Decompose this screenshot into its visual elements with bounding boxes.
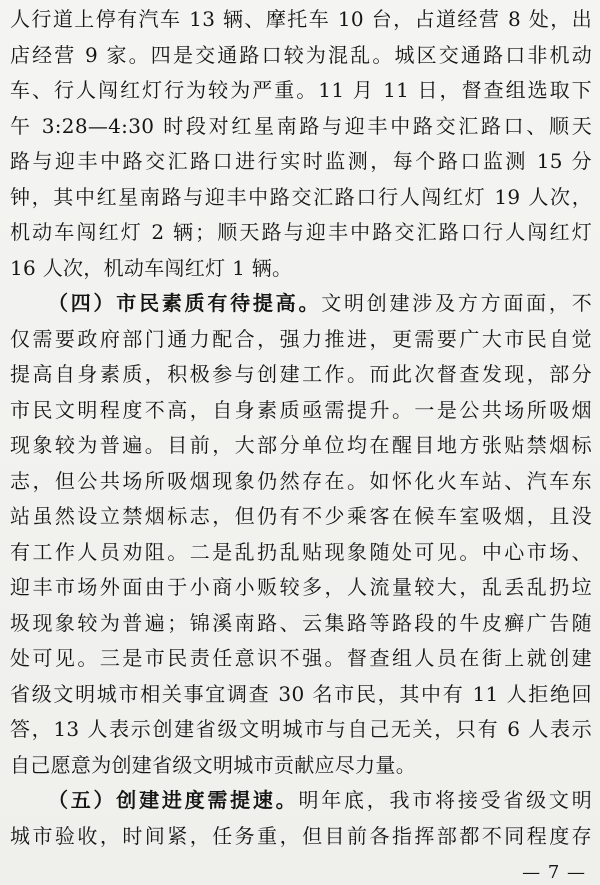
line-text: 明年底，我市将接受省级文明 xyxy=(298,788,592,812)
document-body xyxy=(10,2,592,854)
text-line xyxy=(10,712,592,748)
line-text: 仅需要政府部门通力配合，强力推进，更需要广大市民自觉 xyxy=(10,326,592,351)
line-text: 处可见。三是市民责任意识不强。督查组人员在街上就创建 xyxy=(10,646,592,670)
text-line xyxy=(10,819,592,855)
text-line xyxy=(10,144,592,180)
section-heading-line xyxy=(10,286,592,322)
text-line xyxy=(10,641,592,677)
line-text: 迎丰市场外面由于小商小贩较多，人流量较大，乱丢乱扔垃 xyxy=(10,575,592,599)
line-text: 店经营 9 家。四是交通路口较为混乱。城区交通路口非机动 xyxy=(10,42,592,67)
section-heading: （四）市民素质有待提高。 xyxy=(48,291,322,315)
line-text: 省级文明城市相关事宜调查 30 名市民，其中有 11 人拒绝回 xyxy=(10,681,592,706)
line-text: 城市验收，时间紧，任务重，但目前各指挥部都不同程度存 xyxy=(10,823,592,848)
text-line xyxy=(10,464,592,500)
line-text: 机动车闯红灯 2 辆；顺天路与迎丰中路交汇路口行人闯红灯 xyxy=(10,220,592,244)
text-line xyxy=(10,2,592,38)
line-text: 车、行人闯红灯行为较为严重。11 月 11 日，督查组选取下 xyxy=(10,78,592,102)
line-text: 志，但公共场所吸烟现象仍然存在。如怀化火车站、汽车东 xyxy=(10,468,592,493)
line-text: 站虽然设立禁烟标志，但仍有不少乘客在候车室吸烟，且没 xyxy=(10,504,592,528)
text-line xyxy=(10,38,592,74)
line-text: 现象较为普遍。目前，大部分单位均在醒目地方张贴禁烟标 xyxy=(10,433,592,457)
page-number: — 7 — xyxy=(522,862,586,883)
text-line xyxy=(10,251,592,287)
text-line xyxy=(10,393,592,429)
section-heading: （五）创建进度需提速。 xyxy=(48,788,299,812)
line-text: 16 人次，机动车闯红灯 1 辆。 xyxy=(10,255,293,280)
line-text: 答，13 人表示创建省级文明城市与自己无关，只有 6 人表示 xyxy=(10,717,592,741)
line-text: 人行道上停有汽车 13 辆、摩托车 10 台，占道经营 8 处，出 xyxy=(10,7,592,31)
text-line xyxy=(10,748,592,784)
text-line xyxy=(10,180,592,216)
text-line xyxy=(10,109,592,145)
line-text: 市民文明程度不高，自身素质亟需提升。一是公共场所吸烟 xyxy=(10,397,592,422)
text-line xyxy=(10,570,592,606)
line-text: 提高自身素质，积极参与创建工作。而此次督查发现，部分 xyxy=(10,362,592,386)
section-heading-line xyxy=(10,783,592,819)
line-text: 有工作人员劝阻。二是乱扔乱贴现象随处可见。中心市场、 xyxy=(10,539,592,564)
line-text: 自己愿意为创建省级文明城市贡献应尽力量。 xyxy=(10,752,416,777)
text-line xyxy=(10,357,592,393)
text-line xyxy=(10,215,592,251)
line-text: 钟，其中红星南路与迎丰中路交汇路口行人闯红灯 19 人次， xyxy=(10,184,592,209)
line-text: 圾现象较为普遍；锦溪南路、云集路等路段的牛皮癣广告随 xyxy=(10,610,592,635)
text-line xyxy=(10,677,592,713)
text-line xyxy=(10,428,592,464)
line-text: 午 3:28—4:30 时段对红星南路与迎丰中路交汇路口、顺天 xyxy=(10,113,592,138)
text-line xyxy=(10,499,592,535)
line-text: 路与迎丰中路交汇路口进行实时监测，每个路口监测 15 分 xyxy=(10,149,592,173)
text-line xyxy=(10,322,592,358)
text-line xyxy=(10,606,592,642)
text-line xyxy=(10,73,592,109)
text-line xyxy=(10,535,592,571)
line-text: 文明创建涉及方方面面，不 xyxy=(321,291,592,315)
